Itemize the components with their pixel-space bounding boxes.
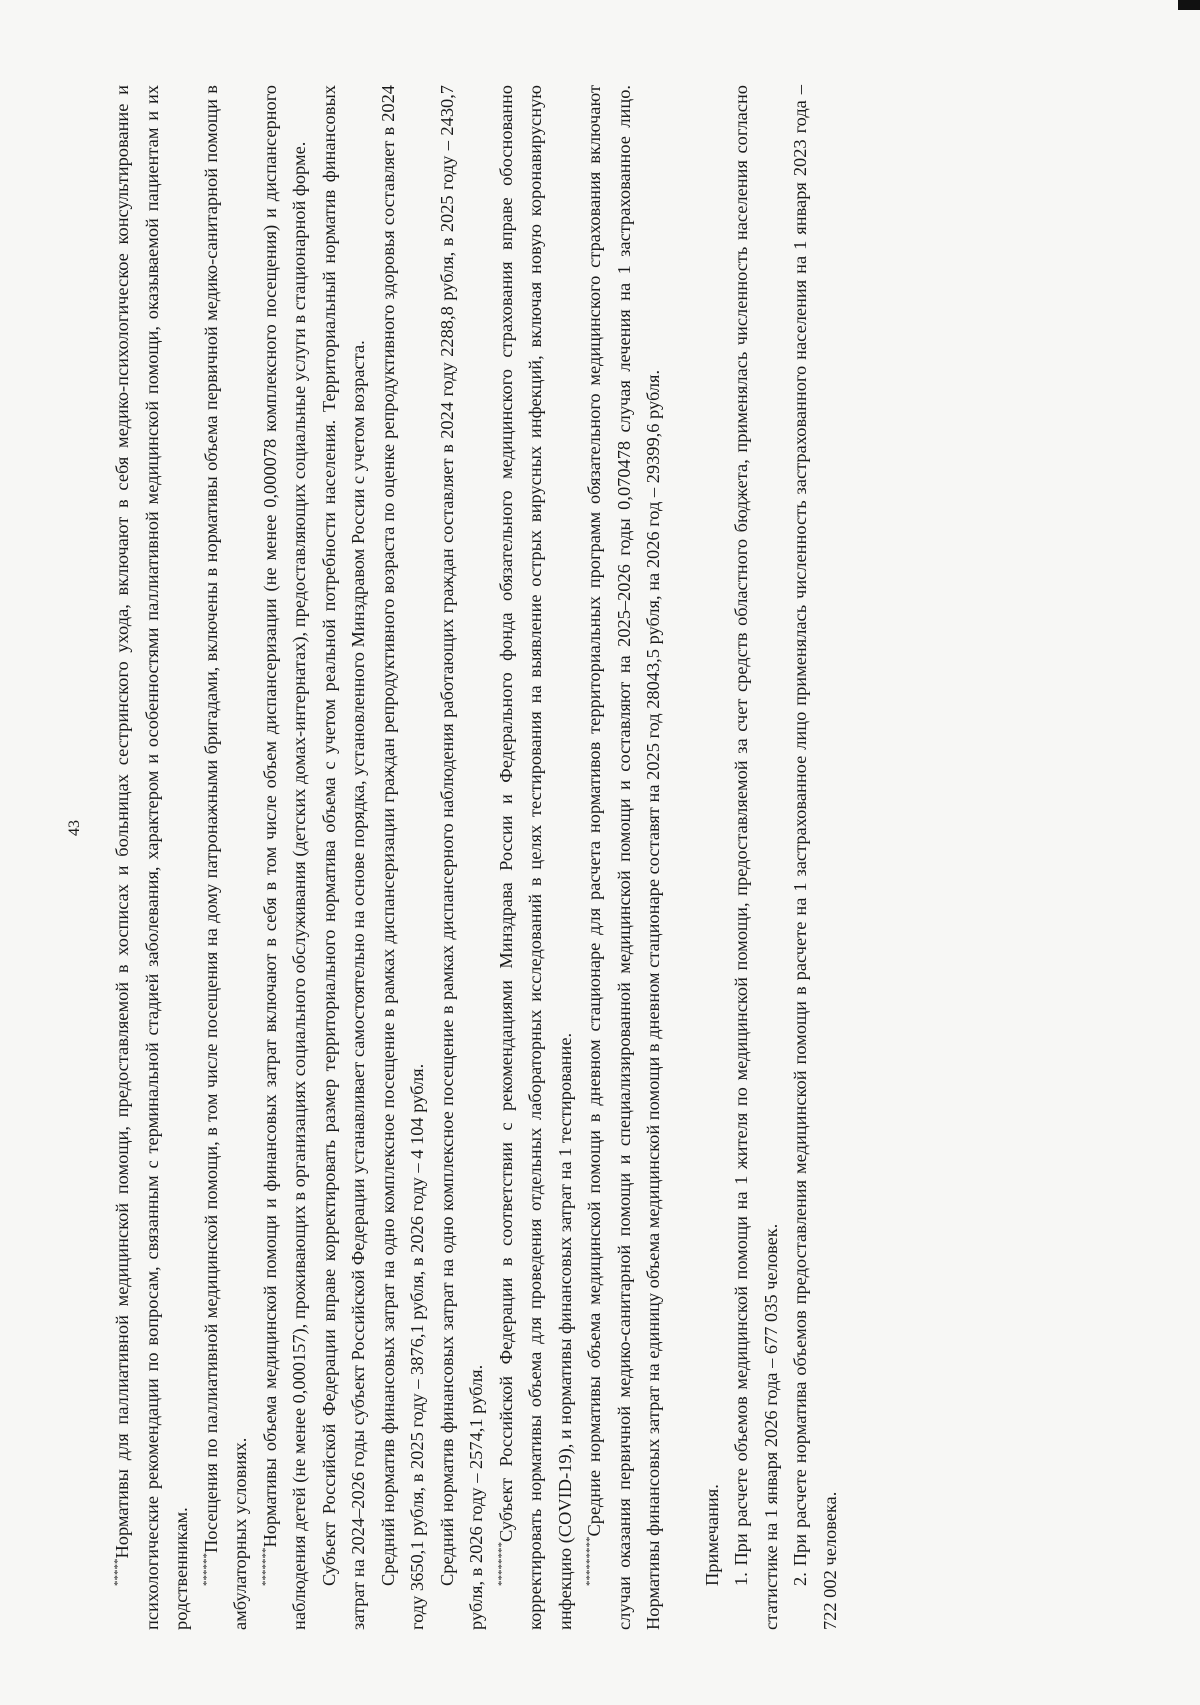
paragraph-reproductive-cost: Средний норматив финансовых затрат на одно комплексное посещение в рамках диспансеризации граждан репродуктивного возраста по оценке репродуктивного здоровья составляет в 2024 году 3650,1 рубля, в 2025 году – 3876,1 рубля, в 2026 году – 4 104 рубля. xyxy=(377,85,427,1630)
notes-heading: Примечания. xyxy=(701,1484,722,1586)
footnote-mark: ******** xyxy=(495,1542,508,1586)
paragraph-palliative-visits: ******Посещения по паллиативной медицинской помощи, в том числе посещения на дому патронажными бригадами, включены в нормативы объема первичной медико-санитарной помощи в амбулаторных условиях. xyxy=(200,85,250,1630)
footnote-mark: ******* xyxy=(259,1547,272,1586)
paragraph-working-citizens-cost: Средний норматив финансовых затрат на одно комплексное посещение в рамках диспансерного наблюдения работающих граждан составляет в 2024 году 2288,8 рубля, в 2025 году – 2430,7 рубля, в 2026 году – 2574,1 рубля. xyxy=(436,85,486,1630)
footnote-mark: ********* xyxy=(584,1536,596,1586)
document-body xyxy=(108,85,968,1630)
corner-mark xyxy=(1178,0,1200,10)
note-1: 1. При расчете объемов медицинской помощи на 1 жителя по медицинской помощи, предоставляемой за счет средств областного бюджета, применялась численность населения согласно статистике на 1 января 2026 года – 677 035 человек. xyxy=(731,85,781,1630)
paragraph-dispensary-children: *******Нормативы объема медицинской помощи и финансовых затрат включают в себя в том числе объем диспансеризации (не менее 0,000078 комплексного посещения) и диспансерного наблюдения детей (не менее 0,000157), проживающих в организациях социального обслуживания (детских домах-интернатах), предоставляющих социальные услуги в стационарной форме. xyxy=(259,85,309,1630)
page-number: 43 xyxy=(66,820,83,836)
paragraph-palliative-norms: *****Нормативы для паллиативной медицинской помощи, предоставляемой в хосписах и больницах сестринского ухода, включают в себя медико-психологическое консультирование и психологические рекомендации по вопросам, связанным с терминальной стадией заболевания, характером и особенностями паллиативной медицинской помощи, оказываемой пациентам и их родственникам. xyxy=(112,85,191,1630)
footnote-mark: ****** xyxy=(200,1553,213,1586)
paragraph-subject-correction: Субъект Российской Федерации вправе корректировать размер территориального норматива объема с учетом реальной потребности населения. Территориальный норматив финансовых затрат на 2024–2026 годы субъект Российской Федерации устанавливает самостоятельно на основе порядка, установленного Минздравом России с учетом возраста. xyxy=(318,85,368,1630)
footnote-mark: ***** xyxy=(112,1558,124,1586)
paragraph-covid-testing: ********Субъект Российской Федерации в соответствии с рекомендациями Минздрава России и Федерального фонда обязательного медицинского страхования вправе обоснованно корректировать нормативы объема для проведения отдельных лабораторных исследований в целях тестирования на выявление острых вирусных инфекций, включая новую коронавирусную инфекцию (COVID-19), и нормативы финансовых затрат на 1 тестирование. xyxy=(495,85,575,1630)
paragraph-day-hospital: *********Средние нормативы объема медицинской помощи в дневном стационаре для расчета нормативов территориальных программ обязательного медицинского страхования включают случаи оказания первичной медико-санитарной помощи и специализированной медицинской помощи и составляют на 2025–2026 годы 0,070478 случая лечения на 1 застрахованное лицо. Нормативы финансовых затрат на единицу объема медицинской помощи в дневном стационаре составят на 2025 год 28043,5 рубля, на 2026 год – 29399,6 рубля. xyxy=(584,85,663,1630)
note-2: 2. При расчете норматива объемов предоставления медицинской помощи в расчете на 1 застрахованное лицо применялась численность застрахованного населения на 1 января 2023 года – 722 002 человека. xyxy=(790,85,840,1630)
